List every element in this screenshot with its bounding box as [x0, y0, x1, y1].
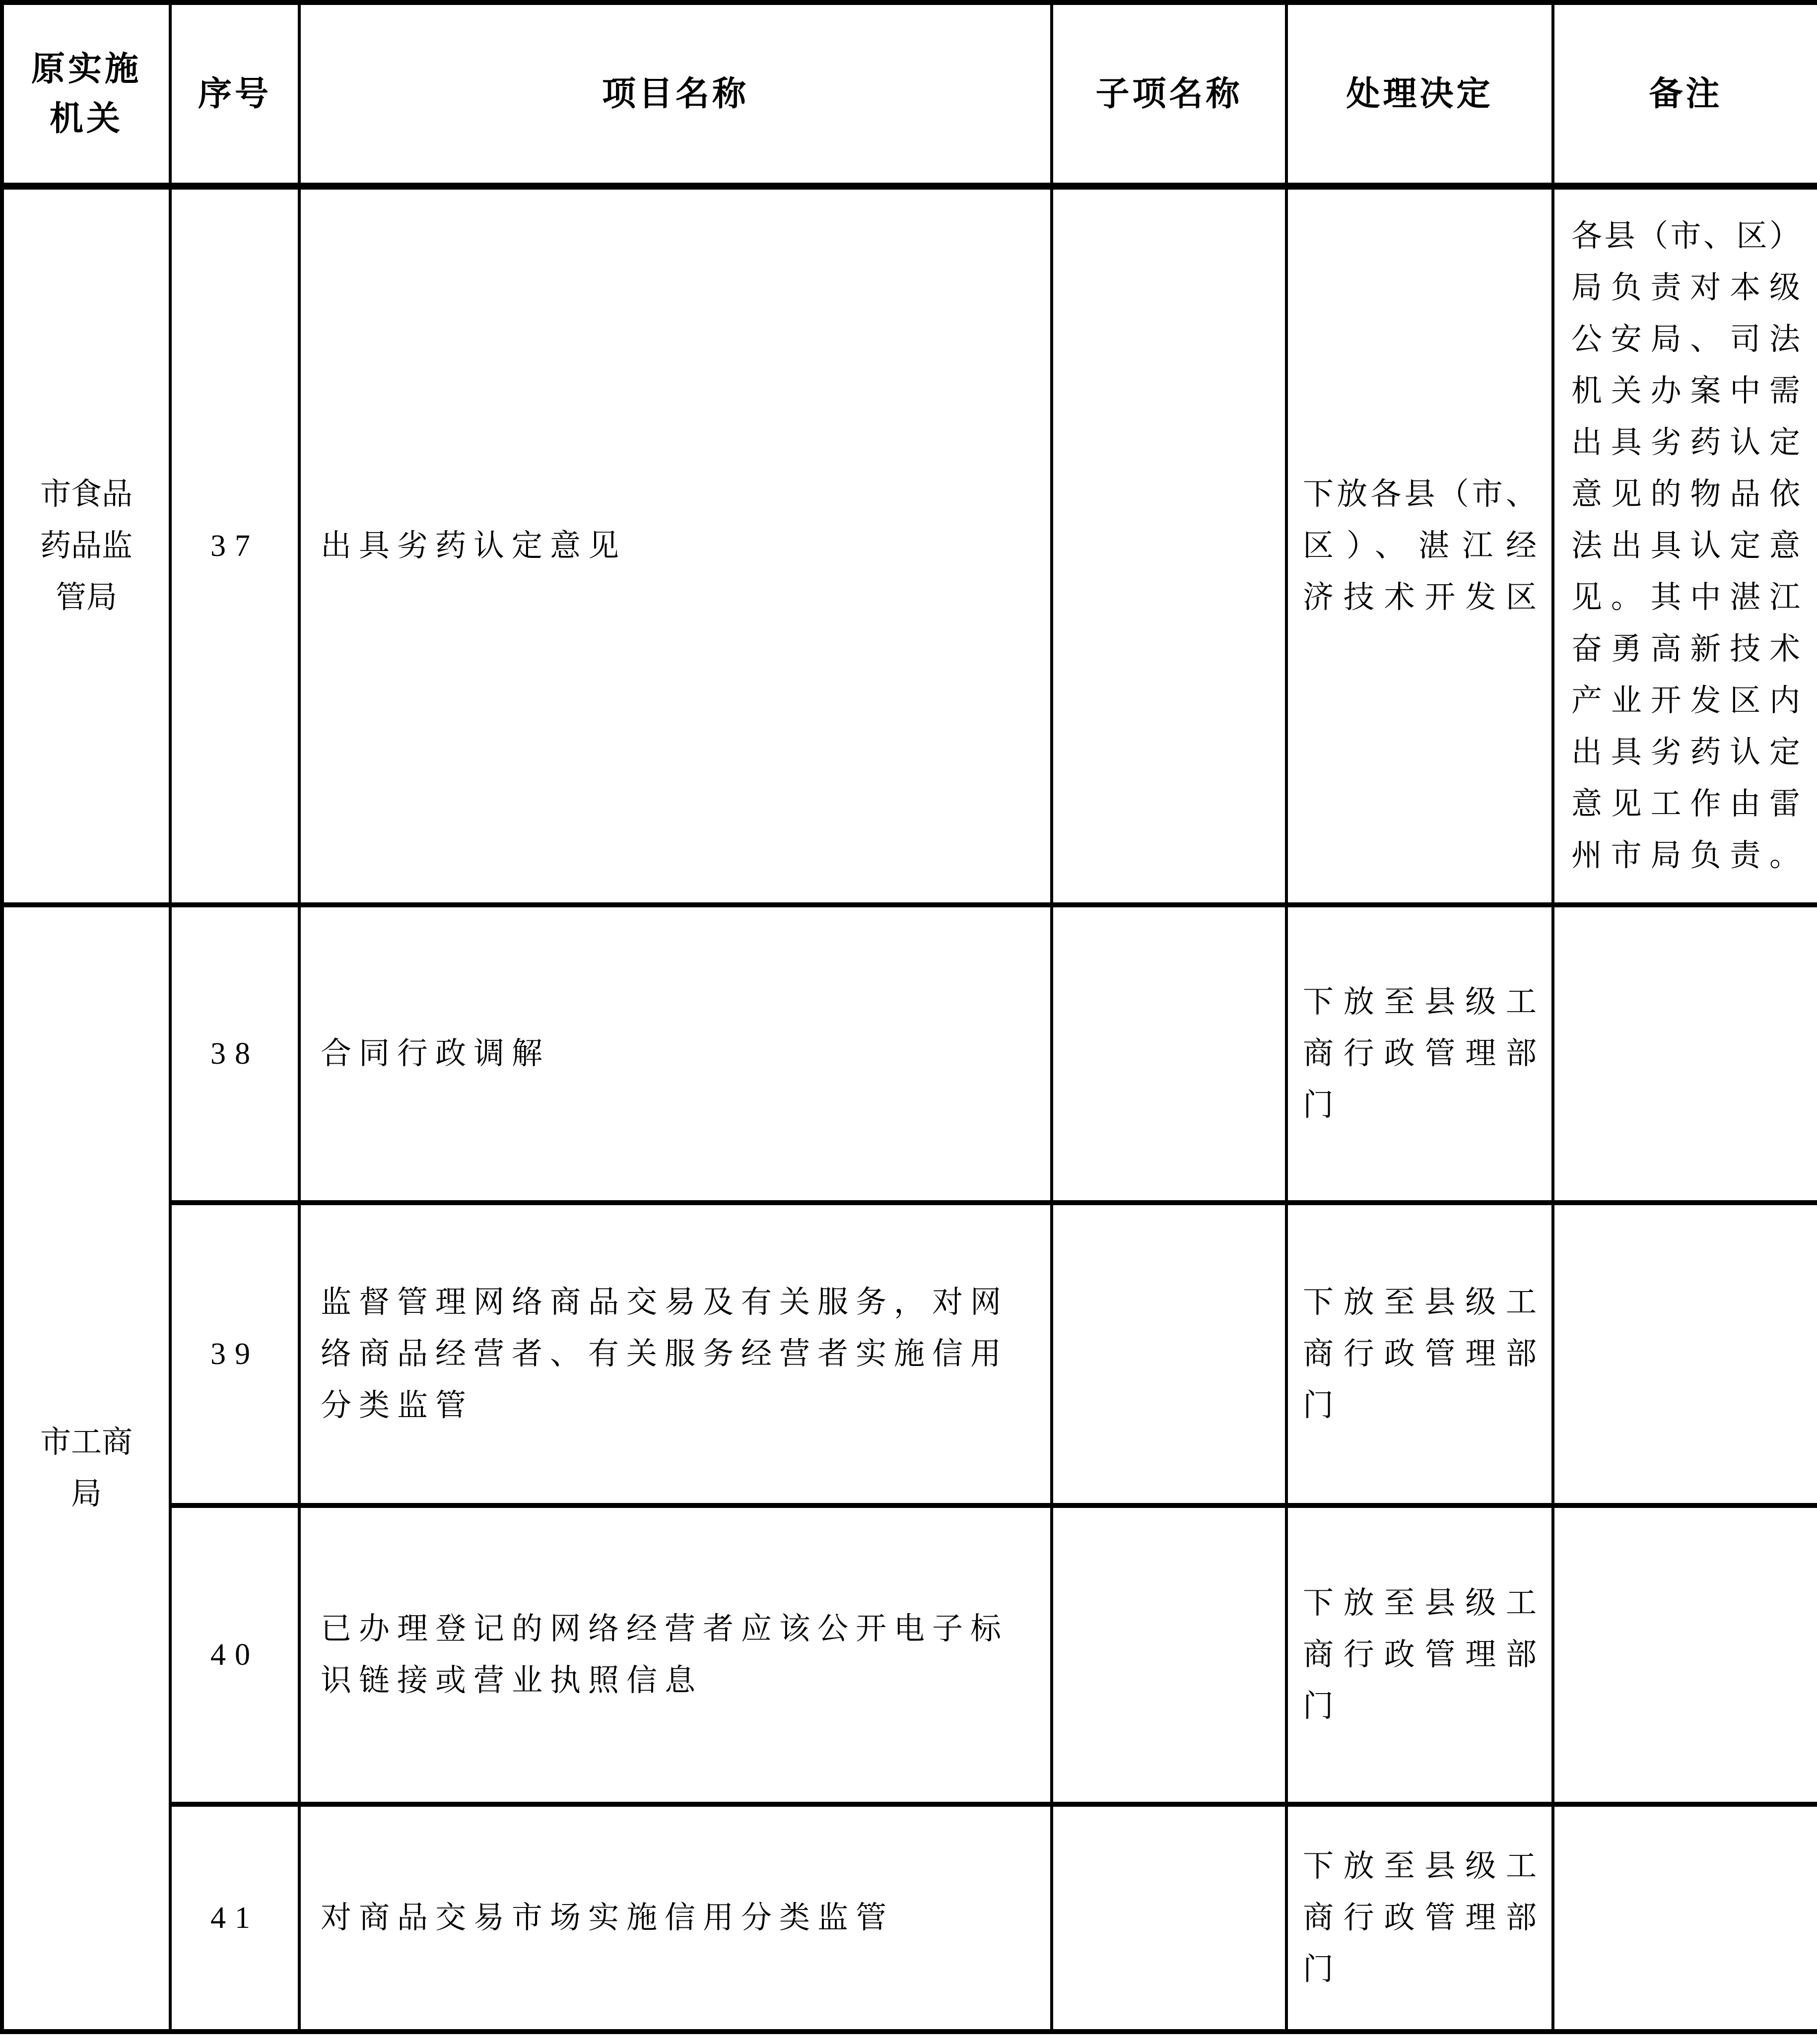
table-row-39: [2, 1203, 1817, 1505]
cell-row37-project-name: 出具劣药认定意见: [299, 186, 1052, 905]
cell-row39-remark: [1553, 1203, 1817, 1505]
cell-row41-serial-no: 41: [170, 1804, 299, 2032]
cell-row39-serial-no: 39: [170, 1203, 299, 1505]
column-header-original-agency: 原实施 机关: [2, 2, 170, 186]
cell-row41-remark: [1553, 1804, 1817, 2032]
cell-row38-remark: [1553, 905, 1817, 1203]
column-header-remark: 备注: [1553, 2, 1817, 186]
cell-agency-group-industry-commerce: 市工商 局: [2, 905, 170, 2032]
cell-row40-subitem-name: [1052, 1505, 1286, 1804]
cell-row37-agency: 市食品 药品监 管局: [2, 186, 170, 905]
cell-row38-project-name: 合同行政调解: [299, 905, 1052, 1203]
cell-row40-remark: [1553, 1505, 1817, 1804]
cell-row39-decision: 下放至县级工 商行政管理部 门: [1286, 1203, 1553, 1505]
cell-row37-serial-no: 37: [170, 186, 299, 905]
column-header-decision: 处理决定: [1286, 2, 1553, 186]
cell-row37-remark: 各县（市、区） 局负责对本级 公安局、司法 机关办案中需 出具劣药认定 意见的物品依 法出具认定意 见。其中湛江 奋勇高新技术 产业开发区内 出具劣药认定 意见工作由雷 州市局负责。: [1553, 186, 1817, 905]
cell-row41-decision: 下放至县级工 商行政管理部 门: [1286, 1804, 1553, 2032]
table-header-row: [2, 2, 1817, 186]
table-row-38: [2, 905, 1817, 1203]
cell-row37-decision: 下放各县（市、 区）、湛江经 济技术开发区: [1286, 186, 1553, 905]
cell-row37-subitem-name: [1052, 186, 1286, 905]
column-header-subitem-name: 子项名称: [1052, 2, 1286, 186]
cell-row39-subitem-name: [1052, 1203, 1286, 1505]
table-row-40: [2, 1505, 1817, 1804]
table-row-37: [2, 186, 1817, 905]
cell-row40-serial-no: 40: [170, 1505, 299, 1804]
column-header-serial-no: 序号: [170, 2, 299, 186]
cell-row39-project-name: 监督管理网络商品交易及有关服务，对网 络商品经营者、有关服务经营者实施信用 分类监管: [299, 1203, 1052, 1505]
cell-row40-decision: 下放至县级工 商行政管理部 门: [1286, 1505, 1553, 1804]
cell-row41-project-name: 对商品交易市场实施信用分类监管: [299, 1804, 1052, 2032]
cell-row38-serial-no: 38: [170, 905, 299, 1203]
cell-row40-project-name: 已办理登记的网络经营者应该公开电子标 识链接或营业执照信息: [299, 1505, 1052, 1804]
cell-row41-subitem-name: [1052, 1804, 1286, 2032]
column-header-project-name: 项目名称: [299, 2, 1052, 186]
cell-row38-decision: 下放至县级工 商行政管理部 门: [1286, 905, 1553, 1203]
cell-row38-subitem-name: [1052, 905, 1286, 1203]
table-row-41: [2, 1804, 1817, 2032]
